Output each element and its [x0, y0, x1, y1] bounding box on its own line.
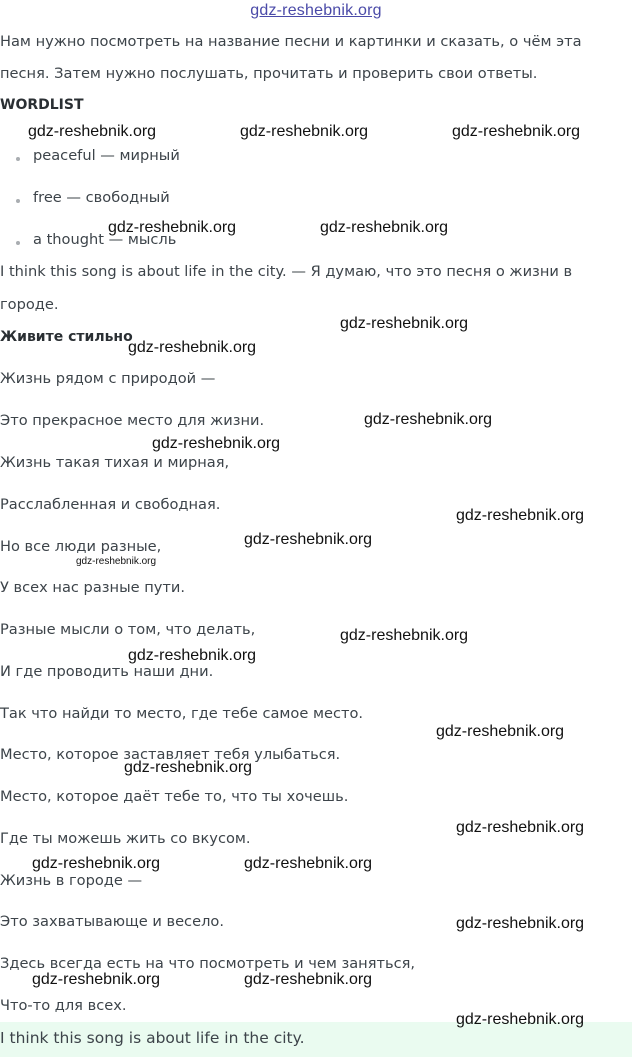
watermark: gdz-reshebnik.org: [152, 435, 281, 452]
wordlist-heading: WORDLIST: [0, 97, 84, 113]
watermark: gdz-reshebnik.org: [452, 123, 581, 140]
watermark: gdz-reshebnik.org: [124, 759, 253, 776]
example-line-2: городе.: [0, 296, 59, 313]
watermark: gdz-reshebnik.org: [28, 123, 157, 140]
song-line: Это прекрасное место для жизни.: [0, 412, 265, 429]
watermark: gdz-reshebnik.org: [108, 219, 237, 236]
watermark: gdz-reshebnik.org: [456, 1011, 585, 1028]
song-line: Но все люди разные,: [0, 538, 162, 555]
song-line: Жизнь такая тихая и мирная,: [0, 454, 230, 471]
watermark: gdz-reshebnik.org: [436, 723, 565, 740]
song-line: Место, которое даёт тебе то, что ты хочешь.: [0, 788, 349, 805]
song-line: У всех нас разные пути.: [0, 579, 186, 596]
song-line: Что-то для всех.: [0, 997, 127, 1014]
song-line: Разные мысли о том, что делать,: [0, 621, 256, 638]
wordlist-item-thought: a thought — мысль: [33, 231, 177, 248]
intro-line-1: Нам нужно посмотреть на название песни и картинки и сказать, о чём эта: [0, 33, 582, 50]
song-line: Так что найди то место, где тебе самое место.: [0, 705, 364, 722]
watermark: gdz-reshebnik.org: [32, 971, 161, 988]
watermark: gdz-reshebnik.org: [456, 819, 585, 836]
song-line: Жизнь рядом с природой —: [0, 370, 216, 387]
watermark: gdz-reshebnik.org: [456, 507, 585, 524]
song-line: Расслабленная и свободная.: [0, 496, 221, 513]
song-line: Где ты можешь жить со вкусом.: [0, 830, 251, 847]
song-line: Жизнь в городе —: [0, 872, 143, 889]
watermark: gdz-reshebnik.org: [320, 219, 449, 236]
song-line: Место, которое заставляет тебя улыбаться.: [0, 746, 341, 763]
song-title: Живите стильно: [0, 329, 133, 345]
bullet-dot-icon: [16, 199, 20, 203]
song-line: Это захватывающе и весело.: [0, 913, 224, 930]
watermark: gdz-reshebnik.org: [244, 855, 373, 872]
watermark: gdz-reshebnik.org: [32, 855, 161, 872]
watermark: gdz-reshebnik.org: [244, 531, 373, 548]
watermark: gdz-reshebnik.org: [76, 556, 157, 567]
answer-text: I think this song is about life in the city.: [0, 1029, 305, 1047]
site-header-link[interactable]: gdz-reshebnik.org: [250, 2, 382, 19]
watermark: gdz-reshebnik.org: [128, 339, 257, 356]
wordlist-item-free: free — свободный: [33, 189, 170, 206]
song-line: Здесь всегда есть на что посмотреть и чем заняться,: [0, 955, 416, 972]
example-line-1: I think this song is about life in the city. — Я думаю, что это песня о жизни в: [0, 263, 573, 280]
watermark: gdz-reshebnik.org: [456, 915, 585, 932]
watermark: gdz-reshebnik.org: [244, 971, 373, 988]
watermark: gdz-reshebnik.org: [128, 647, 257, 664]
watermark: gdz-reshebnik.org: [240, 123, 369, 140]
song-line: И где проводить наши дни.: [0, 663, 214, 680]
intro-line-2: песня. Затем нужно послушать, прочитать и проверить свои ответы.: [0, 65, 538, 82]
watermark: gdz-reshebnik.org: [340, 315, 469, 332]
wordlist-item-peaceful: peaceful — мирный: [33, 147, 180, 164]
bullet-dot-icon: [16, 157, 20, 161]
watermark: gdz-reshebnik.org: [364, 411, 493, 428]
bullet-dot-icon: [16, 241, 20, 245]
watermark: gdz-reshebnik.org: [340, 627, 469, 644]
